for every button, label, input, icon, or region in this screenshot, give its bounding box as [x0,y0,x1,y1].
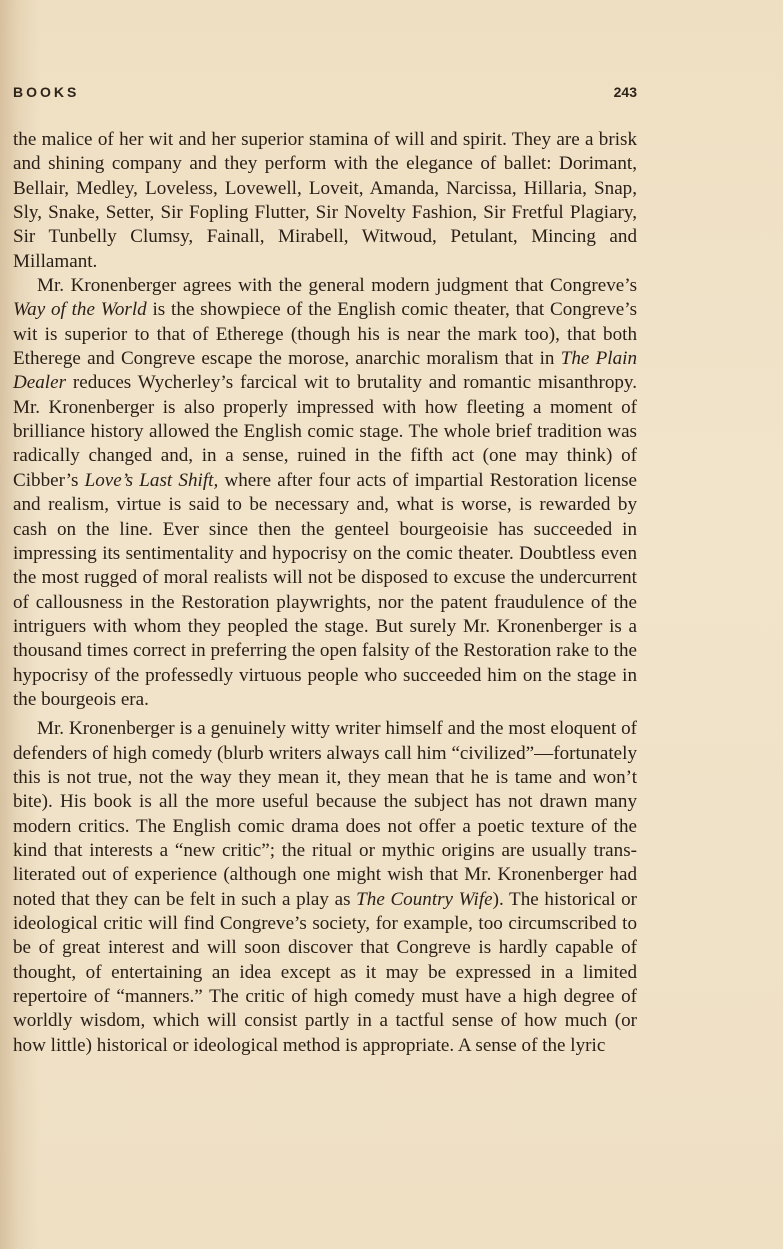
text-run: ). The historical or ideological critic will find Congreve’s society, for example, too circumscribed to be of great interest and will soon discover that Congreve is hardly capable of thought, of entertaining an idea except as it may be expressed in a limited repertoire of “manners.” The critic of high comedy must have a high degree of worldly wisdom, which will consist partly in a tactful sense of how much (or how little) historical or ideological method is appropriate. A sense of the lyric [13,888,638,1056]
text-run: Mr. Kronenberger agrees with the general modern judgment that Congreve’s [37,275,637,297]
text-run: reduces Wycherley’s farcical wit to brutality and romantic misanthropy. Mr. Kronenberger is also properly impressed with how fleeting a moment of brilliance history allowed the English comic stage. The whole brief tradition was radically changed and, in a sense, ruined in the fifth act (one may think) of Cibber’s [13,372,637,491]
text-run: where after four acts of impartial Restoration license and realism, virtue is said to be necessary and, what is worse, is rewarded by cash on the line. Ever since then the genteel bourgeoisie has succeeded in impressing its sentimentality and hypocrisy on the comic theater. Doubtless even the most rugged of moral realists will not be disposed to excuse the undercurrent of callousness in the Restoration playwrights, nor the patent fraudulence of the intriguers with whom they peopled the stage. But surely Mr. Kronenberger is a thousand times correct in preferring the open falsity of the Restoration rake to the hypocrisy of the professedly virtuous people who succeeded him on the stage in the bourgeois era. [13,469,637,710]
body-text [13,128,637,1058]
running-head [13,84,637,106]
text-run: the malice of her wit and her superior stamina of will and spirit. They are a brisk and shining company and they perform with the elegance of ballet: Dorimant, Bellair, Medley, Loveless, Lovewell, Loveit, Amanda, Narcissa, Hillaria, Snap, Sly, Snake, Setter, Sir Fopling Flutter, Sir Novelty Fashion, Sir Fretful Plagiary, Sir Tunbelly Clumsy, Fainall, Mirabell, Witwoud, Petulant, Mincing and Millamant. [13,129,637,272]
page-number: 243 [613,84,637,100]
paragraph-3 [13,717,637,1058]
text-run: is the showpiece of the English comic theater, that Congreve’s wit is superior to that of Etherege (though his is near the mark too), that both Etherege and Congreve escape the morose, anarchic moralism that in [13,299,637,370]
work-title: The Country Wife [356,888,493,910]
work-title: Way of the World [13,299,147,321]
running-title: BOOKS [13,84,80,100]
work-title: Love’s Last Shift, [84,469,219,491]
paragraph-1 [13,128,637,274]
work-title: The Plain Dealer [13,348,638,394]
paragraph-2 [13,274,637,712]
text-run: Mr. Kronenberger is a genuinely witty writer himself and the most eloquent of defenders of high comedy (blurb writers always call him “civilized”—fortunately this is not true, not the way they mean it, they mean that he is tame and won’t bite). His book is all the more useful because the subject has not drawn many modern critics. The English comic drama does not offer a poetic texture of the kind that interests a “new critic”; the ritual or mythic origins are usually transliterated out of experience (although one might wish that Mr. Kronenberger had noted that they can be felt in such a play as [13,718,637,910]
